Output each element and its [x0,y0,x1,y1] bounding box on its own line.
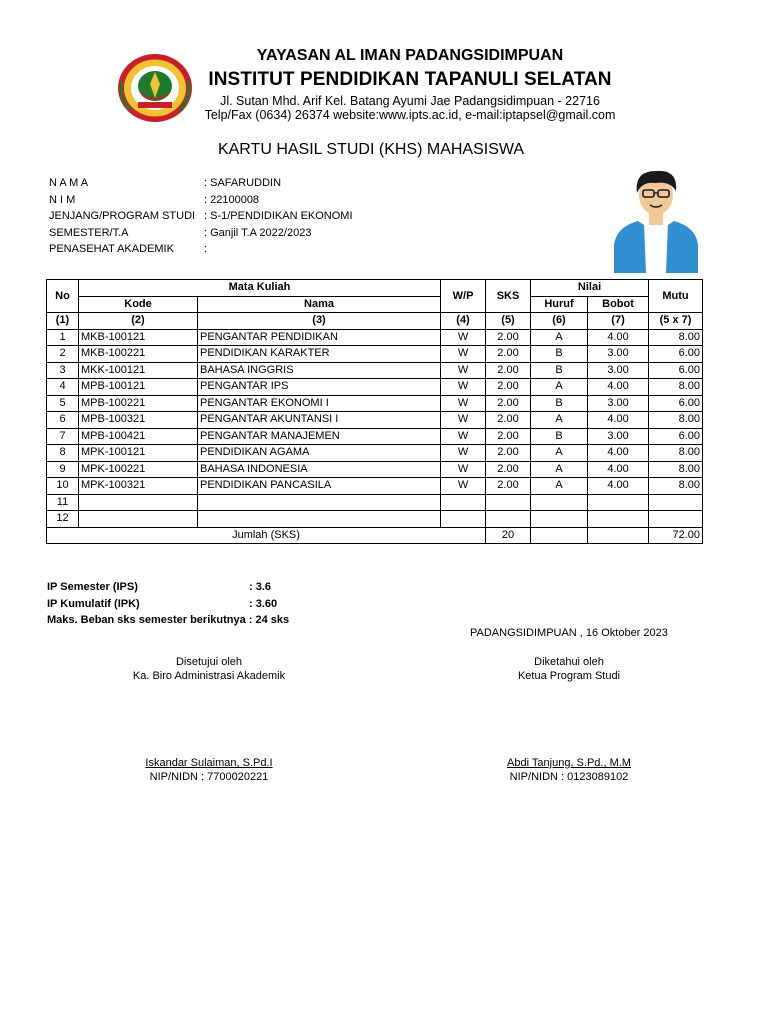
total-empty-cell [531,527,588,544]
grade-quality: 8.00 [649,379,703,396]
ipk-label: IP Kumulatif (IPK) [47,597,140,610]
grade-weight: 4.00 [588,379,649,396]
student-nim-value: : 22100008 [204,193,260,206]
max-sks-label: Maks. Beban sks semester berikutnya : 24 sks [47,614,290,626]
course-rows [47,329,703,527]
signature-right-line2: Ketua Program Studi [517,670,621,682]
course-sks [486,511,531,528]
col-number: (6) [531,313,588,330]
grade-weight: 4.00 [588,478,649,495]
course-name: BAHASA INDONESIA [198,461,441,478]
course-wp [441,494,486,511]
course-code: MPK-100121 [79,445,198,462]
header-kode: Kode [79,296,198,313]
course-sks: 2.00 [486,395,531,412]
total-label: Jumlah (SKS) [47,527,486,544]
table-row [47,445,703,462]
course-code: MPB-100421 [79,428,198,445]
course-name: PENGANTAR PENDIDIKAN [198,329,441,346]
document-title: KARTU HASIL STUDI (KHS) MAHASISWA [217,141,525,158]
course-wp: W [441,379,486,396]
student-program-value: : S-1/PENDIDIKAN EKONOMI [204,210,353,222]
row-no: 8 [47,445,79,462]
table-row [47,395,703,412]
course-wp: W [441,395,486,412]
header-huruf: Huruf [531,296,588,313]
course-sks: 2.00 [486,362,531,379]
course-wp: W [441,329,486,346]
grade-weight [588,511,649,528]
course-name: PENDIDIKAN PANCASILA [198,478,441,495]
grade-weight: 3.00 [588,362,649,379]
header-sks: SKS [486,280,531,313]
course-wp [441,511,486,528]
signature-left-name: Iskandar Sulaiman, S.Pd.I [145,757,273,769]
ips-value: : 3.6 [249,581,272,593]
header-nilai: Nilai [531,280,649,297]
row-no: 3 [47,362,79,379]
grade-quality: 6.00 [649,395,703,412]
student-avatar-icon [612,163,700,273]
course-wp: W [441,412,486,429]
row-no: 4 [47,379,79,396]
total-row [47,527,703,544]
column-number-row [47,313,703,330]
course-name: PENGANTAR IPS [198,379,441,396]
header-no: No [47,280,79,313]
course-name [198,494,441,511]
header-mutu: Mutu [649,280,703,313]
grade-quality [649,511,703,528]
grade-quality: 8.00 [649,445,703,462]
signature-right-nip: NIP/NIDN : 0123089102 [509,771,629,783]
grade-letter: A [531,329,588,346]
total-mutu: 72.00 [649,527,703,544]
grades-table [46,279,703,544]
grade-letter [531,494,588,511]
grade-weight: 4.00 [588,329,649,346]
table-row [47,428,703,445]
course-wp: W [441,478,486,495]
grade-quality: 8.00 [649,412,703,429]
table-row [47,412,703,429]
row-no: 2 [47,346,79,363]
grade-quality [649,494,703,511]
table-row [47,346,703,363]
course-name [198,511,441,528]
course-sks: 2.00 [486,379,531,396]
course-sks: 2.00 [486,329,531,346]
header-nama: Nama [198,296,441,313]
grade-quality: 6.00 [649,362,703,379]
row-no: 10 [47,478,79,495]
course-name: PENGANTAR AKUNTANSI I [198,412,441,429]
col-number: (5) [486,313,531,330]
col-number: (4) [441,313,486,330]
student-semester-label: SEMESTER/T.A [49,226,129,239]
course-code: MPB-100321 [79,412,198,429]
course-code: MKK-100121 [79,362,198,379]
grade-letter: A [531,461,588,478]
row-no: 12 [47,511,79,528]
grade-letter: A [531,412,588,429]
signature-left-line1: Disetujui oleh [175,656,243,668]
grade-letter: A [531,379,588,396]
grade-weight: 4.00 [588,461,649,478]
col-number: (1) [47,313,79,330]
course-sks: 2.00 [486,428,531,445]
grade-letter: A [531,478,588,495]
ip-summary [47,581,289,631]
grade-letter: B [531,395,588,412]
course-name: PENGANTAR MANAJEMEN [198,428,441,445]
col-number: (7) [588,313,649,330]
course-wp: W [441,461,486,478]
course-code: MPK-100221 [79,461,198,478]
course-wp: W [441,428,486,445]
grade-letter: B [531,346,588,363]
header-bobot: Bobot [588,296,649,313]
place-date: PADANGSIDIMPUAN , 16 Oktober 2023 [470,627,668,639]
signature-right-line1: Diketahui oleh [534,656,604,668]
course-code [79,494,198,511]
grade-weight: 3.00 [588,395,649,412]
row-no: 1 [47,329,79,346]
col-number: (3) [198,313,441,330]
course-wp: W [441,445,486,462]
grade-weight: 4.00 [588,412,649,429]
course-wp: W [441,346,486,363]
course-sks [486,494,531,511]
grade-quality: 6.00 [649,428,703,445]
student-semester-value: : Ganjil T.A 2022/2023 [204,226,312,239]
total-empty-cell [588,527,649,544]
row-no: 7 [47,428,79,445]
grade-weight: 3.00 [588,346,649,363]
signature-left-nip: NIP/NIDN : 7700020221 [149,771,269,783]
grade-letter: B [531,362,588,379]
grade-weight: 3.00 [588,428,649,445]
header-mata-kuliah: Mata Kuliah [79,280,441,297]
grade-quality: 8.00 [649,478,703,495]
row-no: 9 [47,461,79,478]
ipk-value: : 3.60 [249,597,278,610]
grade-quality: 8.00 [649,329,703,346]
grade-letter: B [531,428,588,445]
grade-quality: 6.00 [649,346,703,363]
max-sks-row [47,614,289,631]
grade-weight [588,494,649,511]
table-row [47,379,703,396]
table-subheader-row [47,296,703,313]
course-name: BAHASA INGGRIS [198,362,441,379]
signature-left [89,655,329,784]
col-number: (5 x 7) [649,313,703,330]
table-row [47,362,703,379]
total-sks: 20 [486,527,531,544]
table-row [47,461,703,478]
table-row [47,329,703,346]
student-name-label: N A M A [49,177,89,189]
signature-right-name: Abdi Tanjung, S.Pd., M.M [507,757,631,769]
table-row [47,478,703,495]
grade-letter [531,511,588,528]
course-code: MKB-100221 [79,346,198,363]
course-code: MPK-100321 [79,478,198,495]
course-code: MPB-100221 [79,395,198,412]
course-sks: 2.00 [486,478,531,495]
table-row [47,511,703,528]
col-number: (2) [79,313,198,330]
table-header-row [47,280,703,297]
course-code: MKB-100121 [79,329,198,346]
row-no: 6 [47,412,79,429]
course-name: PENDIDIKAN AGAMA [198,445,441,462]
signature-right [449,655,689,784]
student-nim-label: N I M [49,193,76,206]
course-name: PENGANTAR EKONOMI I [198,395,441,412]
course-code [79,511,198,528]
student-name-value: : SAFARUDDIN [204,177,282,189]
table-row [47,494,703,511]
ips-label: IP Semester (IPS) [47,581,138,593]
row-no: 5 [47,395,79,412]
course-code: MPB-100121 [79,379,198,396]
course-name: PENDIDIKAN KARAKTER [198,346,441,363]
institute-name: INSTITUT PENDIDIKAN TAPANULI SELATAN [208,69,612,90]
foundation-name: YAYASAN AL IMAN PADANGSIDIMPUAN [256,47,564,64]
grade-weight: 4.00 [588,445,649,462]
student-advisor-label: PENASEHAT AKADEMIK [49,243,174,255]
grade-quality: 8.00 [649,461,703,478]
header-wp: W/P [441,280,486,313]
signature-left-line2: Ka. Biro Administrasi Akademik [132,670,286,682]
course-sks: 2.00 [486,461,531,478]
ips-row [47,581,289,598]
institute-contact: Telp/Fax (0634) 26374 website:www.ipts.ac.id, e-mail:iptapsel@gmail.com [204,108,616,122]
ipk-row [47,598,289,615]
course-wp: W [441,362,486,379]
grade-letter: A [531,445,588,462]
institute-address: Jl. Sutan Mhd. Arif Kel. Batang Ayumi Jae Padangsidimpuan - 22716 [220,94,600,108]
course-sks: 2.00 [486,445,531,462]
row-no: 11 [47,494,79,511]
course-sks: 2.00 [486,412,531,429]
course-sks: 2.00 [486,346,531,363]
student-advisor-value: : [204,243,208,255]
student-program-label: JENJANG/PROGRAM STUDI [49,210,196,222]
